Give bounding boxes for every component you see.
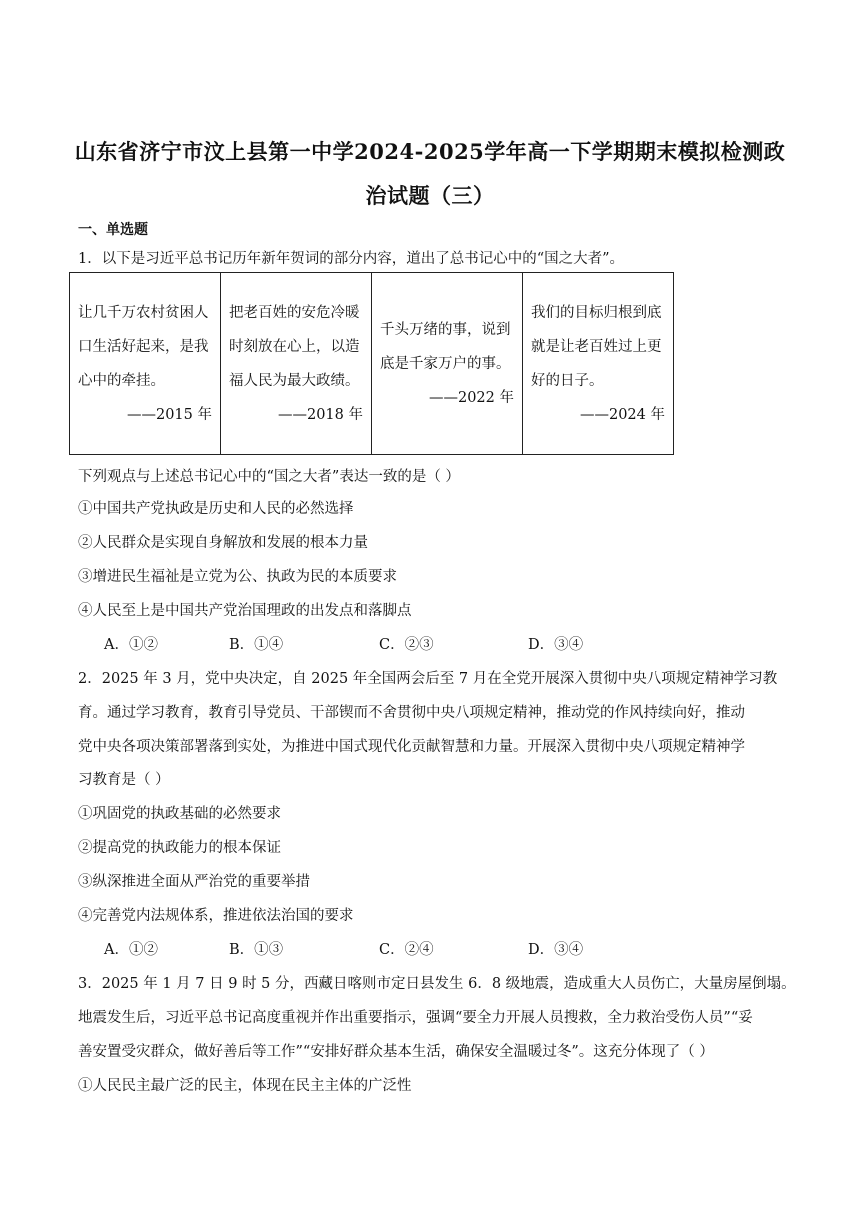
q2-item: ②提高党的执政能力的根本保证 xyxy=(78,840,281,856)
q2-line: 习教育是（ ） xyxy=(78,772,170,788)
q2-item: ③纵深推进全面从严治党的重要举措 xyxy=(78,874,310,890)
option-a[interactable]: A．①② xyxy=(104,942,158,958)
q2-line: 党中央各项决策部署落到实处，为推进中国式现代化贡献智慧和力量。开展深入贯彻中央八项规定精神学 xyxy=(78,739,745,755)
quote-year: ——2024 年 xyxy=(579,406,665,423)
q1-item: ④人民至上是中国共产党治国理政的出发点和落脚点 xyxy=(78,603,412,619)
quote-table xyxy=(69,272,674,455)
option-d[interactable]: D．③④ xyxy=(528,637,584,653)
page-title-line1: 山东省济宁市汶上县第一中学2024-2025学年高一下学期期末模拟检测政 xyxy=(74,139,786,164)
quote-text: 让几千万农村贫困人口生活好起来，是我心中的牵挂。 xyxy=(78,304,209,389)
quote-year: ——2022 年 xyxy=(428,389,514,406)
page-title-line2: 治试题（三） xyxy=(365,183,495,208)
option-c[interactable]: C．②④ xyxy=(379,942,434,958)
quote-year: ——2015 年 xyxy=(126,406,212,423)
q3-line: 地震发生后，习近平总书记高度重视并作出重要指示，强调“要全力开展人员搜救，全力救治受伤人员”“妥 xyxy=(78,1010,753,1026)
quote-text: 把老百姓的安危冷暖时刻放在心上，以造福人民为最大政绩。 xyxy=(229,304,360,389)
quote-text: 千头万绪的事，说到底是千家万户的事。 xyxy=(380,321,511,372)
q1-stem: 1．以下是习近平总书记历年新年贺词的部分内容，道出了总书记心中的“国之大者”。 xyxy=(78,251,625,267)
q1-item: ②人民群众是实现自身解放和发展的根本力量 xyxy=(78,535,368,551)
option-b[interactable]: B．①④ xyxy=(229,637,284,653)
option-a[interactable]: A．①② xyxy=(104,637,158,653)
q2-line: 育。通过学习教育，教育引导党员、干部锲而不舍贯彻中央八项规定精神，推动党的作风持续向好，推动 xyxy=(78,705,745,721)
q3-line: 善安置受灾群众，做好善后等工作”“安排好群众基本生活，确保安全温暖过冬”。这充分体现了（ ） xyxy=(78,1044,714,1060)
option-d[interactable]: D．③④ xyxy=(528,942,584,958)
quote-cell xyxy=(221,273,372,455)
q2-item: ①巩固党的执政基础的必然要求 xyxy=(78,806,281,822)
q1-item: ①中国共产党执政是历史和人民的必然选择 xyxy=(78,501,354,517)
q2-line: 2．2025 年 3 月，党中央决定，自 2025 年全国两会后至 7 月在全党开展深入贯彻中央八项规定精神学习教 xyxy=(78,671,778,687)
option-b[interactable]: B．①③ xyxy=(229,942,284,958)
quote-text: 我们的目标归根到底就是让老百姓过上更好的日子。 xyxy=(531,304,662,389)
q1-item: ③增进民生福祉是立党为公、执政为民的本质要求 xyxy=(78,569,397,585)
q3-item: ①人民民主最广泛的民主，体现在民主主体的广泛性 xyxy=(78,1078,412,1094)
q2-item: ④完善党内法规体系，推进依法治国的要求 xyxy=(78,908,354,924)
section-heading: 一、单选题 xyxy=(78,222,148,238)
q1-question: 下列观点与上述总书记心中的“国之大者”表达一致的是（ ） xyxy=(78,469,460,485)
quote-year: ——2018 年 xyxy=(277,406,363,423)
quote-cell xyxy=(523,273,674,455)
quote-cell xyxy=(372,273,523,455)
option-c[interactable]: C．②③ xyxy=(379,637,434,653)
quote-cell xyxy=(70,273,221,455)
q3-line: 3．2025 年 1 月 7 日 9 时 5 分，西藏日喀则市定日县发生 6．8 级地震，造成重大人员伤亡，大量房屋倒塌。 xyxy=(78,976,796,992)
